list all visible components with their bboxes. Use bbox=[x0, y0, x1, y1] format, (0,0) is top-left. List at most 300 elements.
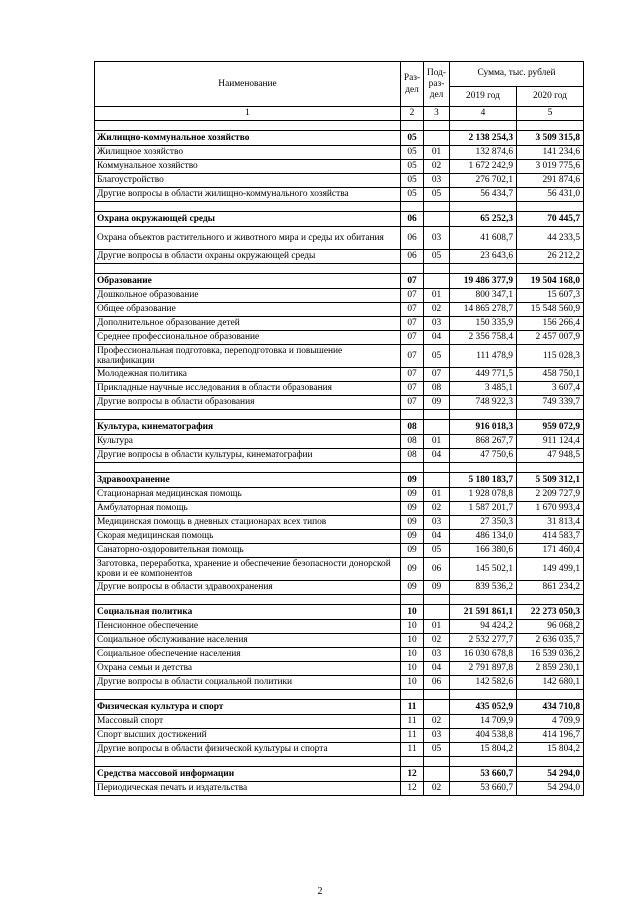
row-value-2020: 749 339,7 bbox=[517, 396, 584, 410]
spacer-row bbox=[95, 690, 584, 700]
row-name: Скорая медицинская помощь bbox=[95, 530, 401, 544]
section-razdel: 08 bbox=[401, 420, 424, 435]
row-razdel: 06 bbox=[401, 227, 424, 250]
table-row bbox=[95, 544, 584, 558]
row-value-2020: 96 068,2 bbox=[517, 620, 584, 634]
section-value-2020: 19 504 168,0 bbox=[517, 274, 584, 289]
row-value-2020: 26 212,2 bbox=[517, 250, 584, 264]
row-value-2019: 2 791 897,8 bbox=[450, 662, 517, 676]
row-podrazdel: 03 bbox=[424, 317, 450, 331]
row-value-2019: 15 804,2 bbox=[450, 743, 517, 757]
row-razdel: 08 bbox=[401, 435, 424, 449]
spacer-row bbox=[95, 410, 584, 420]
row-value-2020: 142 680,1 bbox=[517, 676, 584, 690]
row-razdel: 07 bbox=[401, 317, 424, 331]
row-value-2020: 44 233,5 bbox=[517, 227, 584, 250]
row-value-2020: 911 124,4 bbox=[517, 435, 584, 449]
section-value-2019: 53 660,7 bbox=[450, 767, 517, 782]
row-value-2019: 748 922,3 bbox=[450, 396, 517, 410]
spacer-cell bbox=[95, 264, 401, 274]
row-razdel: 07 bbox=[401, 368, 424, 382]
row-value-2020: 141 234,6 bbox=[517, 146, 584, 160]
row-name: Другие вопросы в области здравоохранения bbox=[95, 581, 401, 595]
section-name: Физическая культура и спорт bbox=[95, 700, 401, 715]
spacer-cell bbox=[95, 595, 401, 605]
row-podrazdel: 05 bbox=[424, 188, 450, 202]
row-value-2019: 142 582,6 bbox=[450, 676, 517, 690]
spacer-cell bbox=[517, 264, 584, 274]
row-value-2019: 839 536,2 bbox=[450, 581, 517, 595]
table-row bbox=[95, 662, 584, 676]
row-value-2019: 404 538,8 bbox=[450, 729, 517, 743]
row-podrazdel: 04 bbox=[424, 331, 450, 345]
table-row bbox=[95, 146, 584, 160]
spacer-cell bbox=[517, 757, 584, 767]
section-value-2020: 434 710,8 bbox=[517, 700, 584, 715]
section-razdel: 06 bbox=[401, 212, 424, 227]
row-value-2020: 2 209 727,9 bbox=[517, 488, 584, 502]
spacer-cell bbox=[517, 121, 584, 131]
section-podrazdel bbox=[424, 767, 450, 782]
section-name: Культура, кинематография bbox=[95, 420, 401, 435]
spacer-cell bbox=[401, 202, 424, 212]
table-row bbox=[95, 303, 584, 317]
row-podrazdel: 09 bbox=[424, 581, 450, 595]
table-row bbox=[95, 160, 584, 174]
row-name: Спорт высших достижений bbox=[95, 729, 401, 743]
section-name: Здравоохранение bbox=[95, 473, 401, 488]
row-podrazdel: 02 bbox=[424, 782, 450, 796]
section-name: Социальная политика bbox=[95, 605, 401, 620]
row-value-2019: 150 335,9 bbox=[450, 317, 517, 331]
table-row bbox=[95, 516, 584, 530]
row-value-2020: 31 813,4 bbox=[517, 516, 584, 530]
row-name: Охрана объектов растительного и животного мира и среды их обитания bbox=[95, 227, 401, 250]
row-value-2019: 94 424,2 bbox=[450, 620, 517, 634]
row-razdel: 11 bbox=[401, 729, 424, 743]
section-row bbox=[95, 212, 584, 227]
table-row bbox=[95, 435, 584, 449]
row-value-2020: 2 636 035,7 bbox=[517, 634, 584, 648]
section-value-2019: 2 138 254,3 bbox=[450, 131, 517, 146]
row-podrazdel: 05 bbox=[424, 345, 450, 368]
row-value-2019: 16 030 678,8 bbox=[450, 648, 517, 662]
section-row bbox=[95, 131, 584, 146]
row-value-2019: 2 532 277,7 bbox=[450, 634, 517, 648]
spacer-cell bbox=[401, 690, 424, 700]
row-razdel: 11 bbox=[401, 743, 424, 757]
row-value-2020: 56 431,0 bbox=[517, 188, 584, 202]
table-row bbox=[95, 227, 584, 250]
table-row bbox=[95, 250, 584, 264]
section-razdel: 05 bbox=[401, 131, 424, 146]
spacer-row bbox=[95, 463, 584, 473]
section-podrazdel bbox=[424, 131, 450, 146]
spacer-cell bbox=[95, 690, 401, 700]
row-razdel: 11 bbox=[401, 715, 424, 729]
header-podrazdel: Под- раз- дел bbox=[424, 62, 450, 107]
row-value-2020: 861 234,2 bbox=[517, 581, 584, 595]
row-value-2020: 4 709,9 bbox=[517, 715, 584, 729]
spacer-cell bbox=[95, 202, 401, 212]
row-value-2019: 3 485,1 bbox=[450, 382, 517, 396]
spacer-cell bbox=[401, 410, 424, 420]
row-value-2019: 41 608,7 bbox=[450, 227, 517, 250]
row-razdel: 10 bbox=[401, 676, 424, 690]
row-podrazdel: 03 bbox=[424, 516, 450, 530]
section-value-2020: 3 509 315,8 bbox=[517, 131, 584, 146]
row-podrazdel: 08 bbox=[424, 382, 450, 396]
row-value-2019: 23 643,6 bbox=[450, 250, 517, 264]
budget-table bbox=[94, 61, 584, 796]
row-value-2019: 14 865 278,7 bbox=[450, 303, 517, 317]
row-value-2019: 132 874,6 bbox=[450, 146, 517, 160]
row-podrazdel: 03 bbox=[424, 648, 450, 662]
row-value-2019: 47 750,6 bbox=[450, 449, 517, 463]
column-number: 4 bbox=[450, 107, 517, 121]
header-sum: Сумма, тыс. рублей bbox=[450, 62, 584, 87]
spacer-row bbox=[95, 264, 584, 274]
row-razdel: 10 bbox=[401, 620, 424, 634]
section-value-2019: 21 591 861,1 bbox=[450, 605, 517, 620]
spacer-cell bbox=[450, 690, 517, 700]
row-value-2020: 47 948,5 bbox=[517, 449, 584, 463]
section-podrazdel bbox=[424, 274, 450, 289]
row-razdel: 09 bbox=[401, 516, 424, 530]
row-razdel: 09 bbox=[401, 488, 424, 502]
row-podrazdel: 02 bbox=[424, 634, 450, 648]
row-razdel: 09 bbox=[401, 581, 424, 595]
row-podrazdel: 03 bbox=[424, 729, 450, 743]
budget-table-body bbox=[95, 62, 584, 796]
row-value-2019: 1 928 078,8 bbox=[450, 488, 517, 502]
row-podrazdel: 01 bbox=[424, 435, 450, 449]
section-value-2020: 22 273 050,3 bbox=[517, 605, 584, 620]
header-year-2020: 2020 год bbox=[517, 86, 584, 106]
table-row bbox=[95, 382, 584, 396]
row-podrazdel: 01 bbox=[424, 488, 450, 502]
row-value-2020: 1 670 993,4 bbox=[517, 502, 584, 516]
row-value-2020: 15 607,3 bbox=[517, 289, 584, 303]
row-name: Дошкольное образование bbox=[95, 289, 401, 303]
spacer-cell bbox=[95, 463, 401, 473]
row-podrazdel: 05 bbox=[424, 250, 450, 264]
row-value-2020: 149 499,1 bbox=[517, 558, 584, 581]
row-podrazdel: 01 bbox=[424, 620, 450, 634]
row-value-2020: 458 750,1 bbox=[517, 368, 584, 382]
table-row bbox=[95, 449, 584, 463]
row-name: Санаторно-оздоровительная помощь bbox=[95, 544, 401, 558]
row-razdel: 05 bbox=[401, 174, 424, 188]
row-name: Пенсионное обеспечение bbox=[95, 620, 401, 634]
row-podrazdel: 05 bbox=[424, 743, 450, 757]
spacer-cell bbox=[450, 463, 517, 473]
spacer-cell bbox=[450, 757, 517, 767]
row-podrazdel: 01 bbox=[424, 289, 450, 303]
section-razdel: 07 bbox=[401, 274, 424, 289]
spacer-cell bbox=[424, 463, 450, 473]
row-name: Социальное обеспечение населения bbox=[95, 648, 401, 662]
row-value-2020: 414 583,7 bbox=[517, 530, 584, 544]
table-row bbox=[95, 488, 584, 502]
spacer-row bbox=[95, 757, 584, 767]
spacer-cell bbox=[450, 264, 517, 274]
row-razdel: 07 bbox=[401, 382, 424, 396]
row-value-2020: 414 196,7 bbox=[517, 729, 584, 743]
row-razdel: 07 bbox=[401, 289, 424, 303]
table-row bbox=[95, 317, 584, 331]
row-razdel: 10 bbox=[401, 648, 424, 662]
row-podrazdel: 03 bbox=[424, 227, 450, 250]
header-year-2019: 2019 год bbox=[450, 86, 517, 106]
row-razdel: 07 bbox=[401, 303, 424, 317]
page-number: 2 bbox=[317, 886, 323, 897]
row-value-2020: 3 607,4 bbox=[517, 382, 584, 396]
row-name: Благоустройство bbox=[95, 174, 401, 188]
row-value-2020: 115 028,3 bbox=[517, 345, 584, 368]
spacer-cell bbox=[517, 463, 584, 473]
section-value-2020: 5 509 312,1 bbox=[517, 473, 584, 488]
row-razdel: 09 bbox=[401, 530, 424, 544]
table-row bbox=[95, 782, 584, 796]
row-value-2019: 868 267,7 bbox=[450, 435, 517, 449]
row-value-2019: 145 502,1 bbox=[450, 558, 517, 581]
section-razdel: 09 bbox=[401, 473, 424, 488]
row-value-2020: 156 266,4 bbox=[517, 317, 584, 331]
row-razdel: 07 bbox=[401, 345, 424, 368]
row-value-2019: 1 587 201,7 bbox=[450, 502, 517, 516]
row-value-2019: 111 478,9 bbox=[450, 345, 517, 368]
table-row bbox=[95, 558, 584, 581]
row-name: Профессиональная подготовка, переподготовка и повышение квалификации bbox=[95, 345, 401, 368]
section-value-2019: 435 052,9 bbox=[450, 700, 517, 715]
column-number: 3 bbox=[424, 107, 450, 121]
section-name: Жилищно-коммунальное хозяйство bbox=[95, 131, 401, 146]
table-row bbox=[95, 502, 584, 516]
section-razdel: 12 bbox=[401, 767, 424, 782]
row-value-2020: 171 460,4 bbox=[517, 544, 584, 558]
row-name: Общее образование bbox=[95, 303, 401, 317]
row-value-2019: 2 356 758,4 bbox=[450, 331, 517, 345]
row-name: Другие вопросы в области социальной политики bbox=[95, 676, 401, 690]
header-razdel: Раз- дел bbox=[401, 62, 424, 107]
row-podrazdel: 02 bbox=[424, 502, 450, 516]
spacer-row bbox=[95, 202, 584, 212]
row-name: Заготовка, переработка, хранение и обеспечение безопасности донорской крови и ее компонентов bbox=[95, 558, 401, 581]
section-name: Образование bbox=[95, 274, 401, 289]
spacer-cell bbox=[401, 757, 424, 767]
section-row bbox=[95, 700, 584, 715]
row-podrazdel: 02 bbox=[424, 303, 450, 317]
row-razdel: 09 bbox=[401, 544, 424, 558]
section-podrazdel bbox=[424, 420, 450, 435]
row-name: Среднее профессиональное образование bbox=[95, 331, 401, 345]
row-name: Другие вопросы в области культуры, кинематографии bbox=[95, 449, 401, 463]
table-row bbox=[95, 715, 584, 729]
row-value-2019: 1 672 242,9 bbox=[450, 160, 517, 174]
spacer-cell bbox=[401, 121, 424, 131]
spacer-cell bbox=[450, 410, 517, 420]
section-name: Средства массовой информации bbox=[95, 767, 401, 782]
row-name: Массовый спорт bbox=[95, 715, 401, 729]
row-podrazdel: 02 bbox=[424, 160, 450, 174]
section-podrazdel bbox=[424, 212, 450, 227]
row-podrazdel: 04 bbox=[424, 449, 450, 463]
spacer-row bbox=[95, 121, 584, 131]
section-row bbox=[95, 605, 584, 620]
section-value-2019: 65 252,3 bbox=[450, 212, 517, 227]
row-value-2019: 800 347,1 bbox=[450, 289, 517, 303]
section-razdel: 10 bbox=[401, 605, 424, 620]
row-name: Коммунальное хозяйство bbox=[95, 160, 401, 174]
row-razdel: 05 bbox=[401, 188, 424, 202]
column-number: 1 bbox=[95, 107, 401, 121]
row-podrazdel: 02 bbox=[424, 715, 450, 729]
spacer-cell bbox=[95, 121, 401, 131]
table-row bbox=[95, 396, 584, 410]
spacer-cell bbox=[95, 410, 401, 420]
spacer-cell bbox=[517, 595, 584, 605]
row-name: Периодическая печать и издательства bbox=[95, 782, 401, 796]
row-razdel: 06 bbox=[401, 250, 424, 264]
table-header-row bbox=[95, 62, 584, 87]
row-value-2019: 486 134,0 bbox=[450, 530, 517, 544]
row-value-2020: 2 457 007,9 bbox=[517, 331, 584, 345]
row-value-2019: 14 709,9 bbox=[450, 715, 517, 729]
row-podrazdel: 06 bbox=[424, 558, 450, 581]
spacer-cell bbox=[401, 264, 424, 274]
section-row bbox=[95, 473, 584, 488]
row-razdel: 09 bbox=[401, 502, 424, 516]
row-name: Другие вопросы в области образования bbox=[95, 396, 401, 410]
row-razdel: 08 bbox=[401, 449, 424, 463]
row-value-2019: 56 434,7 bbox=[450, 188, 517, 202]
table-row bbox=[95, 729, 584, 743]
row-podrazdel: 04 bbox=[424, 530, 450, 544]
table-row bbox=[95, 345, 584, 368]
row-name: Культура bbox=[95, 435, 401, 449]
row-value-2020: 291 874,6 bbox=[517, 174, 584, 188]
table-row bbox=[95, 530, 584, 544]
table-row bbox=[95, 188, 584, 202]
spacer-row bbox=[95, 595, 584, 605]
table-row bbox=[95, 368, 584, 382]
row-razdel: 10 bbox=[401, 634, 424, 648]
spacer-cell bbox=[450, 595, 517, 605]
section-value-2020: 54 294,0 bbox=[517, 767, 584, 782]
spacer-cell bbox=[424, 757, 450, 767]
row-value-2020: 15 548 560,9 bbox=[517, 303, 584, 317]
row-podrazdel: 06 bbox=[424, 676, 450, 690]
row-name: Стационарная медицинская помощь bbox=[95, 488, 401, 502]
header-name: Наименование bbox=[95, 62, 401, 107]
row-razdel: 10 bbox=[401, 662, 424, 676]
row-podrazdel: 04 bbox=[424, 662, 450, 676]
row-name: Молодежная политика bbox=[95, 368, 401, 382]
spacer-cell bbox=[424, 202, 450, 212]
row-razdel: 07 bbox=[401, 331, 424, 345]
row-razdel: 07 bbox=[401, 396, 424, 410]
row-name: Социальное обслуживание населения bbox=[95, 634, 401, 648]
row-value-2019: 166 380,6 bbox=[450, 544, 517, 558]
table-row bbox=[95, 676, 584, 690]
row-podrazdel: 01 bbox=[424, 146, 450, 160]
row-name: Амбулаторная помощь bbox=[95, 502, 401, 516]
spacer-cell bbox=[517, 410, 584, 420]
row-value-2019: 276 702,1 bbox=[450, 174, 517, 188]
row-razdel: 12 bbox=[401, 782, 424, 796]
row-name: Медицинская помощь в дневных стационарах всех типов bbox=[95, 516, 401, 530]
spacer-cell bbox=[424, 264, 450, 274]
spacer-cell bbox=[450, 121, 517, 131]
row-value-2019: 449 771,5 bbox=[450, 368, 517, 382]
table-row bbox=[95, 620, 584, 634]
row-name: Другие вопросы в области охраны окружающей среды bbox=[95, 250, 401, 264]
spacer-cell bbox=[424, 121, 450, 131]
row-podrazdel: 09 bbox=[424, 396, 450, 410]
row-razdel: 05 bbox=[401, 160, 424, 174]
spacer-cell bbox=[517, 690, 584, 700]
column-number: 2 bbox=[401, 107, 424, 121]
section-value-2020: 70 445,7 bbox=[517, 212, 584, 227]
table-row bbox=[95, 581, 584, 595]
row-name: Дополнительное образование детей bbox=[95, 317, 401, 331]
section-value-2019: 916 018,3 bbox=[450, 420, 517, 435]
spacer-cell bbox=[424, 690, 450, 700]
row-value-2020: 16 539 036,2 bbox=[517, 648, 584, 662]
section-podrazdel bbox=[424, 605, 450, 620]
row-value-2019: 27 350,3 bbox=[450, 516, 517, 530]
table-row bbox=[95, 743, 584, 757]
spacer-cell bbox=[95, 757, 401, 767]
row-value-2019: 53 660,7 bbox=[450, 782, 517, 796]
section-name: Охрана окружающей среды bbox=[95, 212, 401, 227]
section-podrazdel bbox=[424, 700, 450, 715]
section-row bbox=[95, 767, 584, 782]
spacer-cell bbox=[424, 595, 450, 605]
spacer-cell bbox=[401, 595, 424, 605]
section-row bbox=[95, 274, 584, 289]
section-value-2019: 5 180 183,7 bbox=[450, 473, 517, 488]
section-razdel: 11 bbox=[401, 700, 424, 715]
row-podrazdel: 05 bbox=[424, 544, 450, 558]
table-row bbox=[95, 289, 584, 303]
column-number: 5 bbox=[517, 107, 584, 121]
row-razdel: 09 bbox=[401, 558, 424, 581]
row-podrazdel: 07 bbox=[424, 368, 450, 382]
section-value-2019: 19 486 377,9 bbox=[450, 274, 517, 289]
row-value-2020: 15 804,2 bbox=[517, 743, 584, 757]
section-row bbox=[95, 420, 584, 435]
section-value-2020: 959 072,9 bbox=[517, 420, 584, 435]
row-razdel: 05 bbox=[401, 146, 424, 160]
section-podrazdel bbox=[424, 473, 450, 488]
table-row bbox=[95, 174, 584, 188]
row-podrazdel: 03 bbox=[424, 174, 450, 188]
spacer-cell bbox=[517, 202, 584, 212]
spacer-cell bbox=[450, 202, 517, 212]
table-row bbox=[95, 331, 584, 345]
row-value-2020: 54 294,0 bbox=[517, 782, 584, 796]
table-row bbox=[95, 634, 584, 648]
column-number-row bbox=[95, 107, 584, 121]
table-row bbox=[95, 648, 584, 662]
row-name: Охрана семьи и детства bbox=[95, 662, 401, 676]
row-name: Другие вопросы в области физической культуры и спорта bbox=[95, 743, 401, 757]
row-name: Другие вопросы в области жилищно-коммунального хозяйства bbox=[95, 188, 401, 202]
row-value-2020: 3 019 775,6 bbox=[517, 160, 584, 174]
row-name: Жилищное хозяйство bbox=[95, 146, 401, 160]
